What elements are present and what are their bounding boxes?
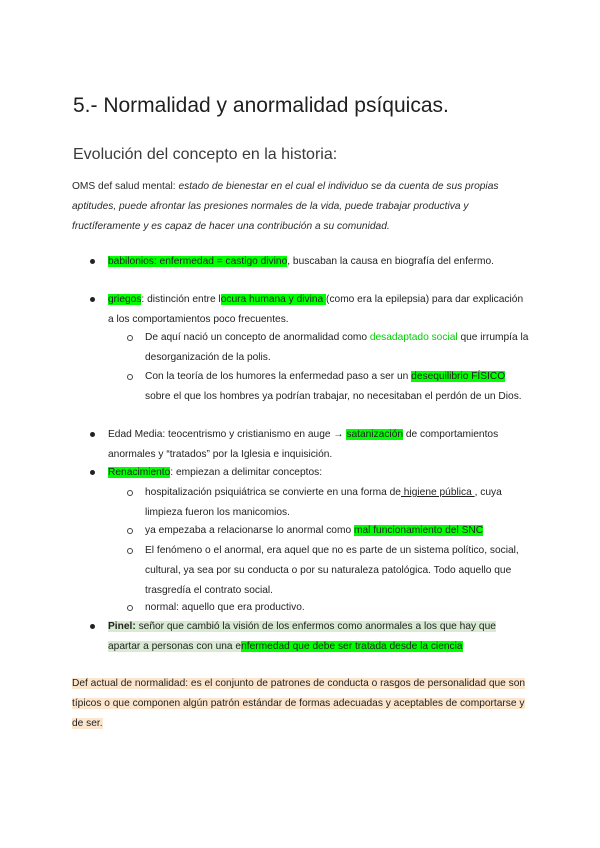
highlight: desequilibrio FÍSICO xyxy=(411,371,506,382)
sub-bullet-circle xyxy=(127,335,133,341)
item-text: , buscaban la causa en biografía del enfermo. xyxy=(287,256,494,267)
bullet-dot xyxy=(90,624,95,629)
highlight: babilonios: enfermedad = castigo divino xyxy=(108,256,288,267)
highlight: griegos xyxy=(108,294,142,305)
item-text: Con la teoría de los humores la enfermedad paso a ser un xyxy=(145,371,412,382)
sub-bullet-circle xyxy=(127,528,133,534)
underlined-text: higiene pública xyxy=(400,487,475,498)
sub-item xyxy=(145,541,529,601)
sub-item xyxy=(145,328,529,368)
section-subtitle: Evolución del concepto en la historia: xyxy=(73,146,338,163)
list-item-babilonios xyxy=(108,252,528,272)
sub-bullet-circle xyxy=(127,605,133,611)
list-item-griegos xyxy=(108,290,528,330)
item-text: de comportamientos anormales y “tratados” por la Iglesia e inquisición. xyxy=(108,429,499,460)
definition-text: Def actual de normalidad: es el conjunto de patrones de conducta o rasgos de personalidad que son típicos o que componen algún patrón estándar de formas adecuadas y aceptables de comportarse y de ser. xyxy=(72,678,526,729)
item-text: que irrumpía la desorganización de la polis. xyxy=(145,332,529,363)
sub-item xyxy=(145,521,529,541)
list-item-renacimiento xyxy=(108,463,528,483)
highlight: ocura humana y divina xyxy=(220,294,327,305)
item-text: : empiezan a delimitar conceptos: xyxy=(170,467,323,478)
item-text: De aquí nació un concepto de anormalidad como xyxy=(145,332,370,343)
sub-bullet-circle xyxy=(127,490,133,496)
bullet-dot xyxy=(90,259,95,264)
item-text: : distinción entre l xyxy=(141,294,221,305)
sub-bullet-circle xyxy=(127,548,133,554)
sub-item xyxy=(145,483,529,523)
highlight: satanización xyxy=(346,429,404,440)
item-text: hospitalización psiquiátrica se convierte en una forma de xyxy=(145,487,401,498)
item-text: Edad Media: teocentrismo y cristianismo en auge → xyxy=(108,429,347,440)
item-text: (como era la epilepsia) para dar explicación a los comportamientos poco frecuentes. xyxy=(108,294,524,325)
oms-text: estado de bienestar en el cual el individuo se da cuenta de sus propias aptitudes, puede afrontar las presiones normales de la vida, puede trabajar productiva y fructíferamente y es capaz de hacer una contribución a su comunidad. xyxy=(72,181,499,232)
item-text: sobre el que los hombres ya podrían trabajar, no necesitaban el perdón de un Dios. xyxy=(145,391,522,402)
list-item-pinel xyxy=(108,617,528,657)
item-text: señor que cambió la visión de los enfermos como anormales a los que hay que apartar a personas con una e xyxy=(108,621,496,652)
highlight: mal funcionamiento del SNC xyxy=(353,525,484,536)
oms-definition xyxy=(72,177,528,237)
oms-label: OMS def salud mental: xyxy=(72,181,176,192)
bullet-dot xyxy=(90,470,95,475)
highlight: nfermedad que debe ser tratada desde la ciencia xyxy=(241,641,463,652)
sub-item xyxy=(145,367,529,407)
page-title: 5.- Normalidad y anormalidad psíquicas. xyxy=(73,94,449,117)
item-text: ya empezaba a relacionarse lo anormal como xyxy=(145,525,354,536)
item-text: El fenómeno o el anormal, era aquel que no es parte de un sistema político, social, cultural, ya sea por su conducta o por su naturaleza patológica. Todo aquello que trasgredía el contrato social. xyxy=(145,545,519,596)
bold-text: Pinel: xyxy=(108,621,136,632)
item-text: normal: aquello que era productivo. xyxy=(145,602,305,613)
sub-item xyxy=(145,598,529,618)
sub-bullet-circle xyxy=(127,374,133,380)
list-item-edad-media xyxy=(108,425,528,465)
highlight: Renacimiento xyxy=(108,467,171,478)
definition-paragraph xyxy=(72,674,528,734)
bullet-dot xyxy=(90,297,95,302)
bullet-dot xyxy=(90,432,95,437)
green-text: desadaptado social xyxy=(369,332,458,343)
item-text: , cuya limpieza fueron los manicomios. xyxy=(145,487,502,518)
